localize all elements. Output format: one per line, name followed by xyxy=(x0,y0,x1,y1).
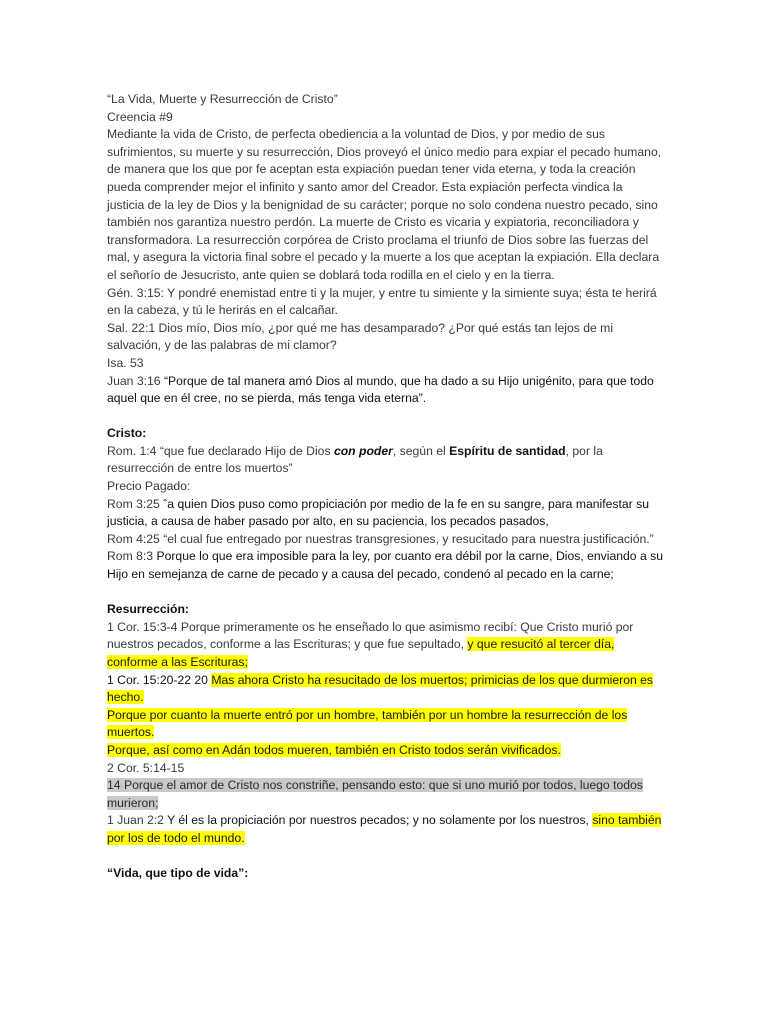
verse-1-corintios-15-3 xyxy=(107,619,663,672)
verse-ref: Rom 3:25 xyxy=(107,496,164,511)
verse-romanos-3-25 xyxy=(107,496,663,531)
verse-juan-ref: Juan 3:16 xyxy=(107,373,161,388)
section-heading-vida: “Vida, que tipo de vida”: xyxy=(107,866,249,881)
gray-highlighted-text: 14 Porque el amor de Cristo nos constriñe, pensando esto: que si uno murió por todos, luego todos murieron; xyxy=(107,778,643,810)
intro-paragraph: Mediante la vida de Cristo, de perfecta obediencia a la voluntad de Dios, y por medio de sus sufrimientos, su muerte y su resurrección, Dios proveyó el único medio para expiar el pecado humano, de manera que los que por fe aceptan esta expiación puedan tener vida eterna, y toda la creación pueda comprender mejor el infinito y santo amor del Creador. Esta expiación perfecta vindica la justicia de la ley de Dios y la benignidad de su carácter; porque no solo condena nuestro pecado, sino también nos garantiza nuestro perdón. La muerte de Cristo es vicaria y expiatoria, reconciliadora y transformadora. La resurrección corpórea de Cristo proclama el triunfo de Dios sobre las fuerzas del mal, y asegura la victoria final sobre el pecado y la muerte a los que aceptan la expiación. Ella declara el señorío de Jesucristo, ante quien se doblará toda rodilla en el cielo y en la tierra. xyxy=(107,127,662,282)
verse-romanos-1-4 xyxy=(107,443,663,478)
blank-line xyxy=(107,584,663,602)
verse-genesis: Gén. 3:15: Y pondré enemistad entre ti y la mujer, y entre tu simiente y la simiente suya; ésta te herirá en la cabeza, y tú le herirás en el calcañar. xyxy=(107,285,657,318)
document-body xyxy=(107,91,663,883)
verse-romanos-8-3 xyxy=(107,548,663,583)
precio-pagado-label: Precio Pagado: xyxy=(107,479,191,494)
verse-isaias: Isa. 53 xyxy=(107,355,144,370)
verse-text: Y él es la propiciación por nuestros pecados; y no solamente por los nuestros, xyxy=(167,813,593,828)
verse-1-corintios-15-21 xyxy=(107,707,663,742)
highlighted-text: Porque por cuanto la muerte entró por un hombre, también por un hombre la resurrección de los muertos. xyxy=(107,707,628,740)
verse-2-corintios-5-14 xyxy=(107,777,663,812)
belief-number: Creencia #9 xyxy=(107,109,173,124)
verse-text: 1 Cor. 15:3-4 Porque primeramente os he enseñado lo que asimismo recibí: Que Cristo murió por nuestros pecados, conforme a las Escrituras; y que fue sepultado, xyxy=(107,619,634,652)
verse-2-corintios-ref: 2 Cor. 5:14-15 xyxy=(107,760,185,775)
highlighted-text: Mas ahora Cristo ha resucitado de los muertos; primicias de los que durmieron es hecho. xyxy=(107,672,654,705)
section-heading-cristo: Cristo: xyxy=(107,426,147,441)
verse-romanos-4-25: Rom 4:25 “el cual fue entregado por nuestras transgresiones, y resucitado para nuestra justificación.” xyxy=(107,531,654,546)
verse-text: ˆa quien Dios puso como propiciación por medio de la fe en su sangre, para manifestar su justicia, a causa de haber pasado por alto, en su paciencia, los pecados pasados, xyxy=(107,496,649,529)
verse-1-corintios-15-20 xyxy=(107,672,663,707)
highlighted-text: Porque, así como en Adán todos mueren, también en Cristo todos serán vivificados. xyxy=(107,742,561,757)
verse-text: Porque lo que era imposible para la ley, por cuanto era débil por la carne, Dios, enviando a su Hijo en semejanza de carne de pecado y a causa del pecado, condenó al pecado en la carne; xyxy=(107,549,663,582)
verse-ref: 1 Cor. 15:20-22 20 xyxy=(107,672,212,687)
verse-ref: Rom 8:3 xyxy=(107,549,157,564)
emphasis-text: Espíritu de santidad xyxy=(449,443,566,458)
verse-1-corintios-15-22 xyxy=(107,742,663,760)
verse-salmos: Sal. 22:1 Dios mío, Dios mío, ¿por qué me has desamparado? ¿Por qué estás tan lejos de mi salvación, y de las palabras de mi clamor? xyxy=(107,320,614,353)
section-heading-resurreccion: Resurrección: xyxy=(107,602,189,617)
highlighted-text: sino también por los de todo el mundo. xyxy=(107,813,662,845)
doc-title: “La Vida, Muerte y Resurrección de Cristo” xyxy=(107,92,338,106)
verse-juan-text: “Porque de tal manera amó Dios al mundo, que ha dado a su Hijo unigénito, para que todo aquel que en él cree, no se pierda, más tenga vida eterna”. xyxy=(107,373,654,406)
verse-ref: 1 Juan 2:2 xyxy=(107,813,168,828)
verse-juan xyxy=(107,373,663,408)
verse-text: Rom. 1:4 “que fue declarado Hijo de Dios xyxy=(107,443,334,458)
verse-1-juan-2-2 xyxy=(107,812,663,847)
blank-line xyxy=(107,408,663,426)
highlighted-text: y que resucitó al tercer día, conforme a las Escrituras; xyxy=(107,637,615,669)
verse-text: , según el xyxy=(392,443,450,458)
emphasis-text: con poder xyxy=(333,443,393,458)
verse-text: , por la resurrección de entre los muertos” xyxy=(107,443,603,476)
blank-line xyxy=(107,848,663,866)
